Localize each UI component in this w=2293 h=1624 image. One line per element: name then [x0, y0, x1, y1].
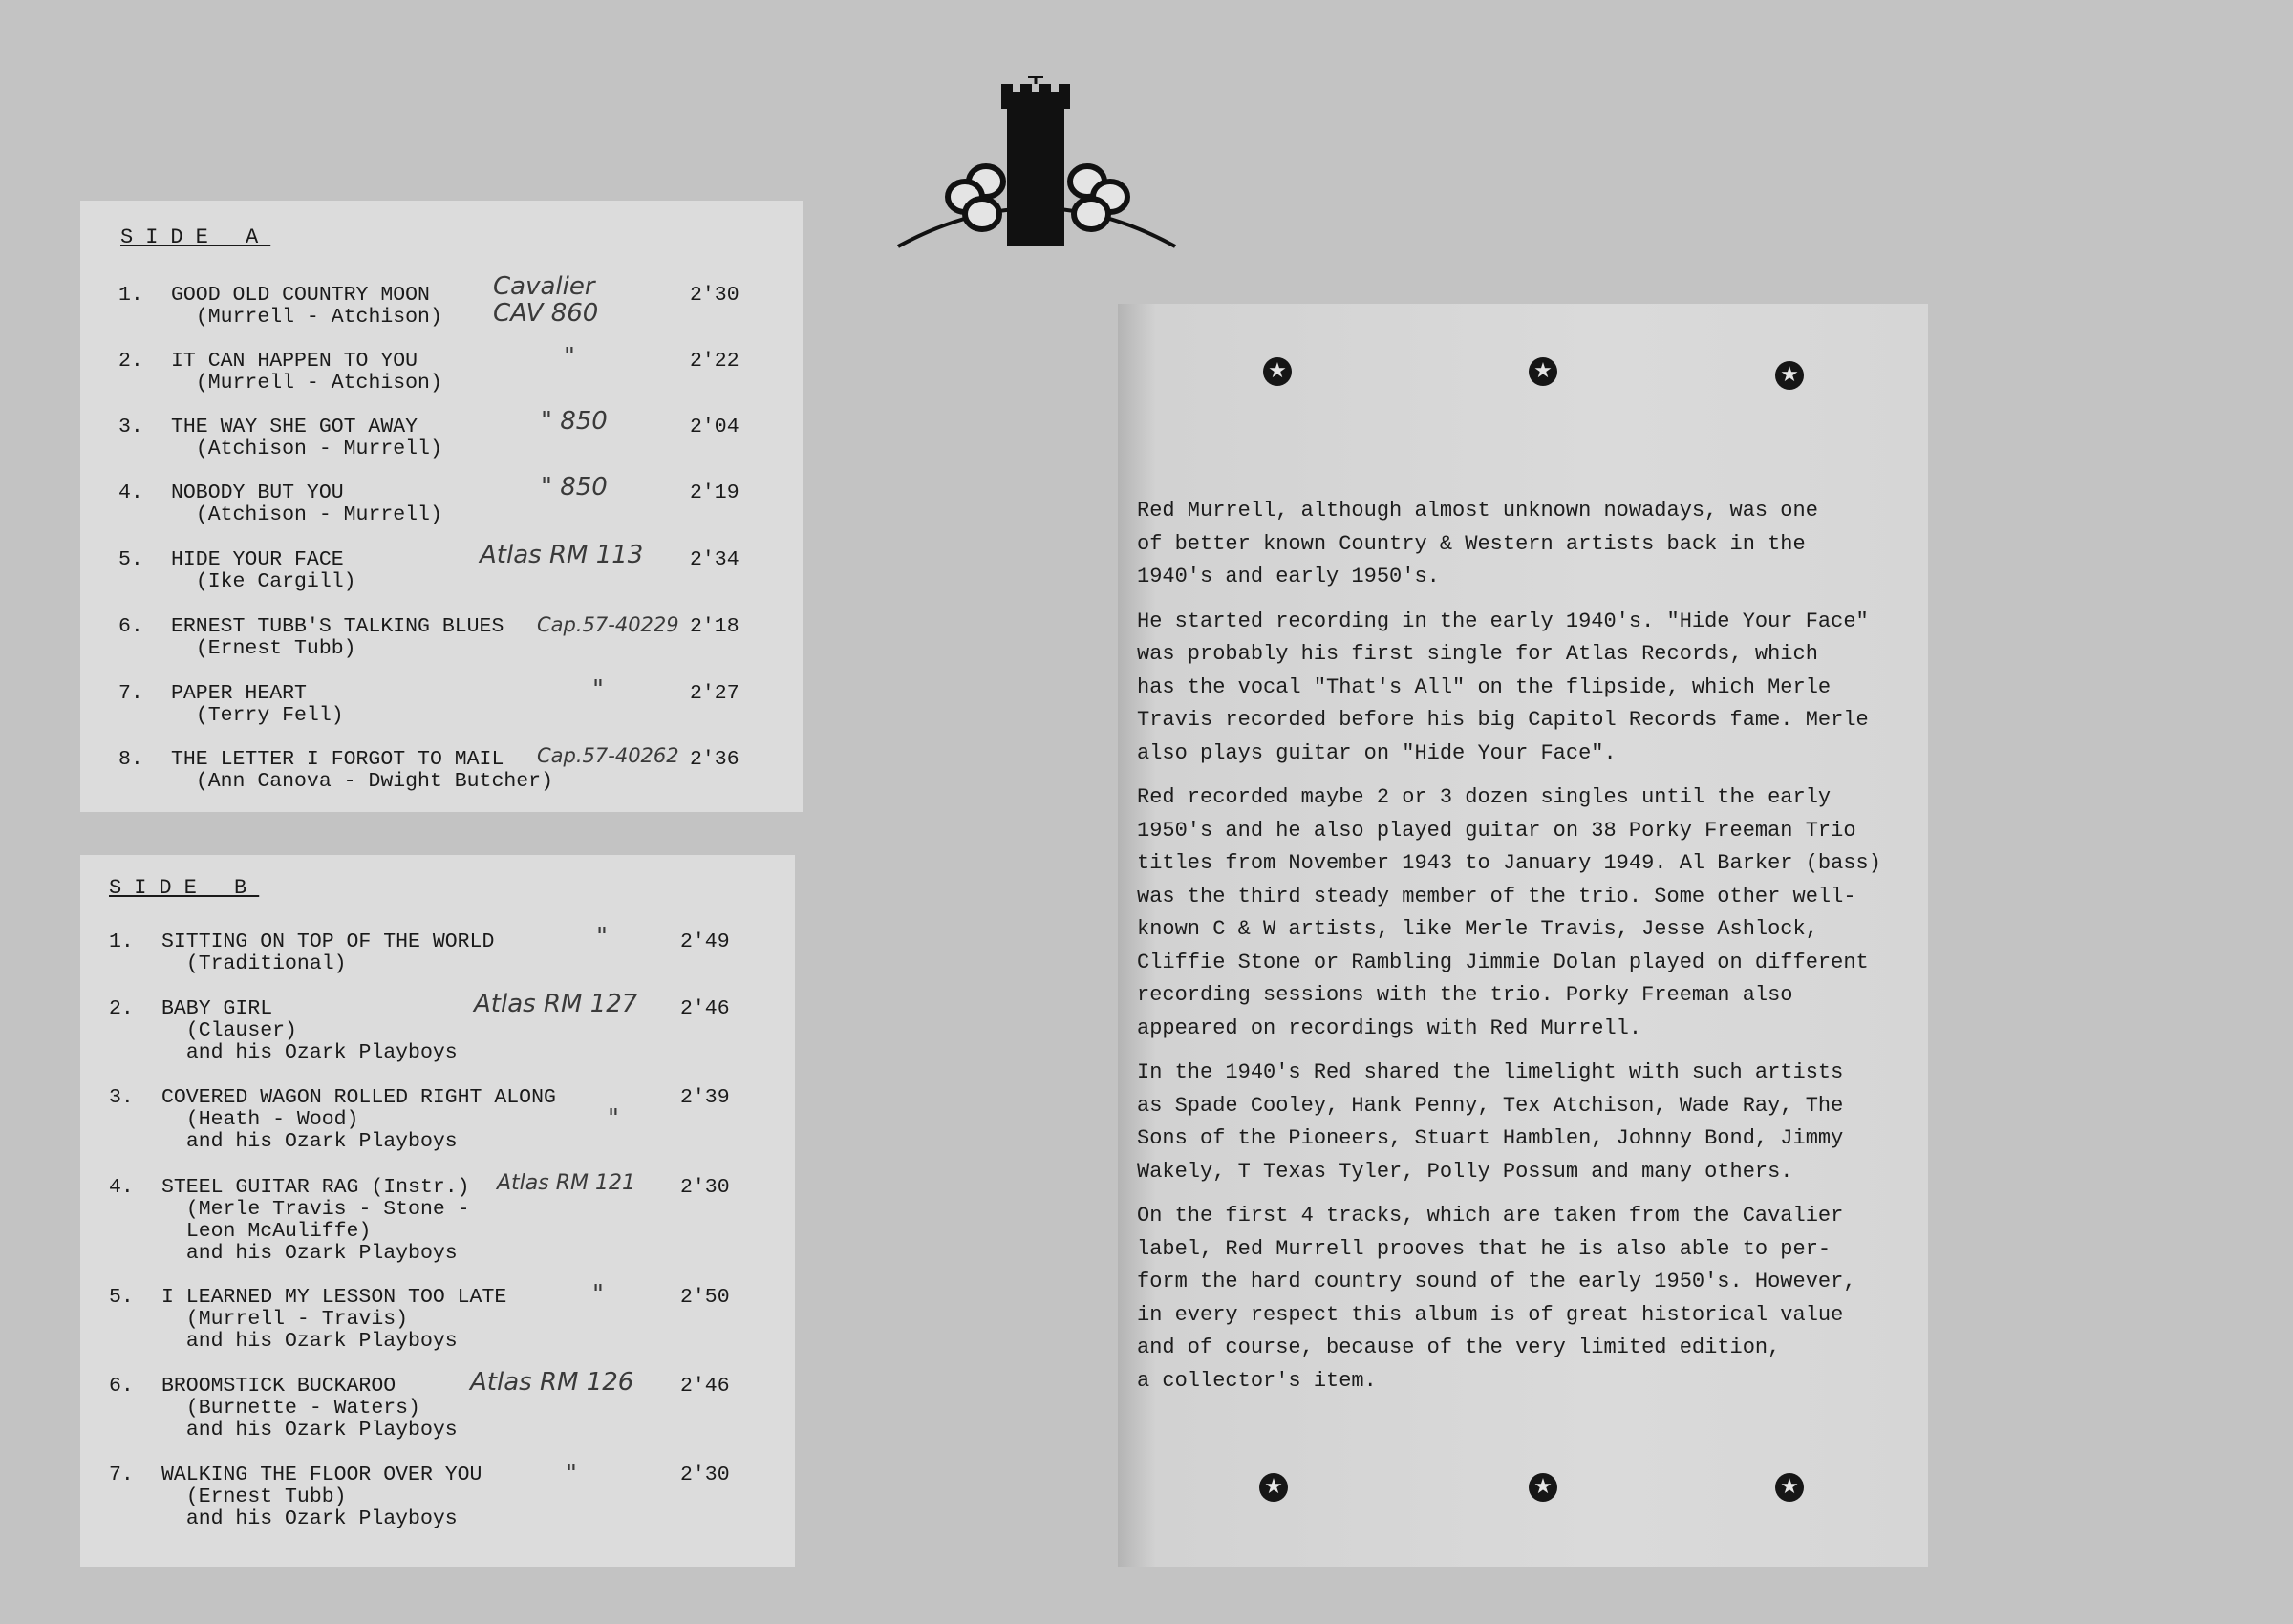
star-icon: ★ — [1775, 1473, 1804, 1502]
liner-notes-paragraph: Red recorded maybe 2 or 3 dozen singles until the early 1950's and he also played guitar on 38 Porky Freeman Trio titles from November 1943 to January 1949. Al Barker (bass) was the third steady member of the trio. Some other well- known C & W artists, like Merle Travis, Jesse Ashlock, Cliffie Stone or Rambling Jimmie Dolan played on different recording sessions with the trio. Porky Freeman also appeared on recordings with Red Murrell. — [1137, 785, 1881, 1040]
liner-notes-text — [1137, 495, 1920, 1409]
side-a-handwritten-note-1: Cavalier CAV 860 — [493, 272, 599, 328]
side-b-handwritten-note-6: Atlas RM 126 — [470, 1368, 634, 1397]
side-b-handwritten-note-5: " — [592, 1280, 604, 1309]
side-b-panel: SIDE B 1. SITTING ON TOP OF THE WORLD (Traditional) 2'49 " 2. BABY GIRL (Clauser) and his Ozark Playboys 2'46 Atlas RM 127 3. COVERED WAGON ROLLED RIGHT ALONG (Heath - Wood) and his Ozark Playboys 2'39 " 4. STEEL GUITAR RAG (Instr.) (Merle Travis - Stone - Leon McAuliffe) and his Ozark Playboys 2'30 Atlas RM 121 5. I LEARNED MY LESSON TOO LATE (Murrell - Travis) and his Ozark Playboys 2'50 " 6. BROOMSTICK BUCKAROO (Burnette - Waters) and his Ozark Playboys 2'46 Atlas RM 126 7. WALKING THE FLOOR OVER YOU (Ernest Tubb) and his Ozark Playboys 2'30 " — [80, 855, 795, 1567]
star-icon: ★ — [1529, 357, 1557, 386]
side-a-handwritten-note-7: " — [592, 675, 604, 704]
star-icon: ★ — [1263, 357, 1292, 386]
side-a-handwritten-note-2: " — [564, 343, 575, 372]
star-icon: ★ — [1259, 1473, 1288, 1502]
castle-tower-logo — [894, 75, 1179, 250]
side-a-handwritten-note-5: Atlas RM 113 — [480, 541, 644, 569]
star-icon: ★ — [1775, 361, 1804, 390]
liner-notes-paragraph: On the first 4 tracks, which are taken from the Cavalier label, Red Murrell prooves that he is also able to per- form the hard country sound of the early 1950's. However, in every respect this album is of great historical value and of course, because of the very limited edition, a collector's item. — [1137, 1204, 1856, 1393]
side-a-handwritten-note-3: " 850 — [541, 407, 608, 436]
side-b-handwritten-note-3: " — [608, 1104, 619, 1133]
liner-notes-paragraph: Red Murrell, although almost unknown nowadays, was one of better known Country & Western artists back in the 1940's and early 1950's. — [1137, 499, 1818, 588]
side-a-handwritten-note-4: " 850 — [541, 473, 608, 502]
side-a-title: SIDE A — [120, 225, 271, 249]
side-a-handwritten-note-6: Cap.57-40229 — [537, 613, 679, 636]
side-b-handwritten-note-4: Atlas RM 121 — [497, 1171, 635, 1195]
liner-notes-panel — [1118, 304, 1928, 1567]
side-b-title: SIDE B — [109, 876, 260, 900]
side-b-handwritten-note-1: " — [596, 923, 608, 951]
side-a-panel: SIDE A 1. GOOD OLD COUNTRY MOON (Murrell - Atchison) 2'30 Cavalier CAV 860 2. IT CAN HAPPEN TO YOU (Murrell - Atchison) 2'22 " 3. THE WAY SHE GOT AWAY (Atchison - Murrell) 2'04 " 850 4. NOBODY BUT YOU (Atchison - Murrell) 2'19 " 850 5. HIDE YOUR FACE (Ike Cargill) 2'34 Atlas RM 113 6. ERNEST TUBB'S TALKING BLUES (Ernest Tubb) 2'18 Cap.57-40229 7. PAPER HEART (Terry Fell) 2'27 " 8. THE LETTER I FORGOT TO MAIL (Ann Canova - Dwight Butcher) 2'36 Cap.57-40262 — [80, 201, 803, 812]
star-icon: ★ — [1529, 1473, 1557, 1502]
liner-notes-paragraph: In the 1940's Red shared the limelight with such artists as Spade Cooley, Hank Penny, Tex Atchison, Wade Ray, The Sons of the Pioneers, Stuart Hamblen, Johnny Bond, Jimmy Wakely, T Texas Tyler, Polly Possum and many others. — [1137, 1060, 1844, 1184]
side-a-handwritten-note-8: Cap.57-40262 — [537, 744, 679, 767]
liner-notes-paragraph: He started recording in the early 1940's. "Hide Your Face" was probably his first single for Atlas Records, which has the vocal "That's All" on the flipside, which Merle Travis recorded before his big Capitol Records fame. Merle also plays guitar on "Hide Your Face". — [1137, 609, 1869, 765]
side-b-handwritten-note-7: " — [566, 1460, 577, 1488]
side-b-handwritten-note-2: Atlas RM 127 — [474, 990, 638, 1018]
